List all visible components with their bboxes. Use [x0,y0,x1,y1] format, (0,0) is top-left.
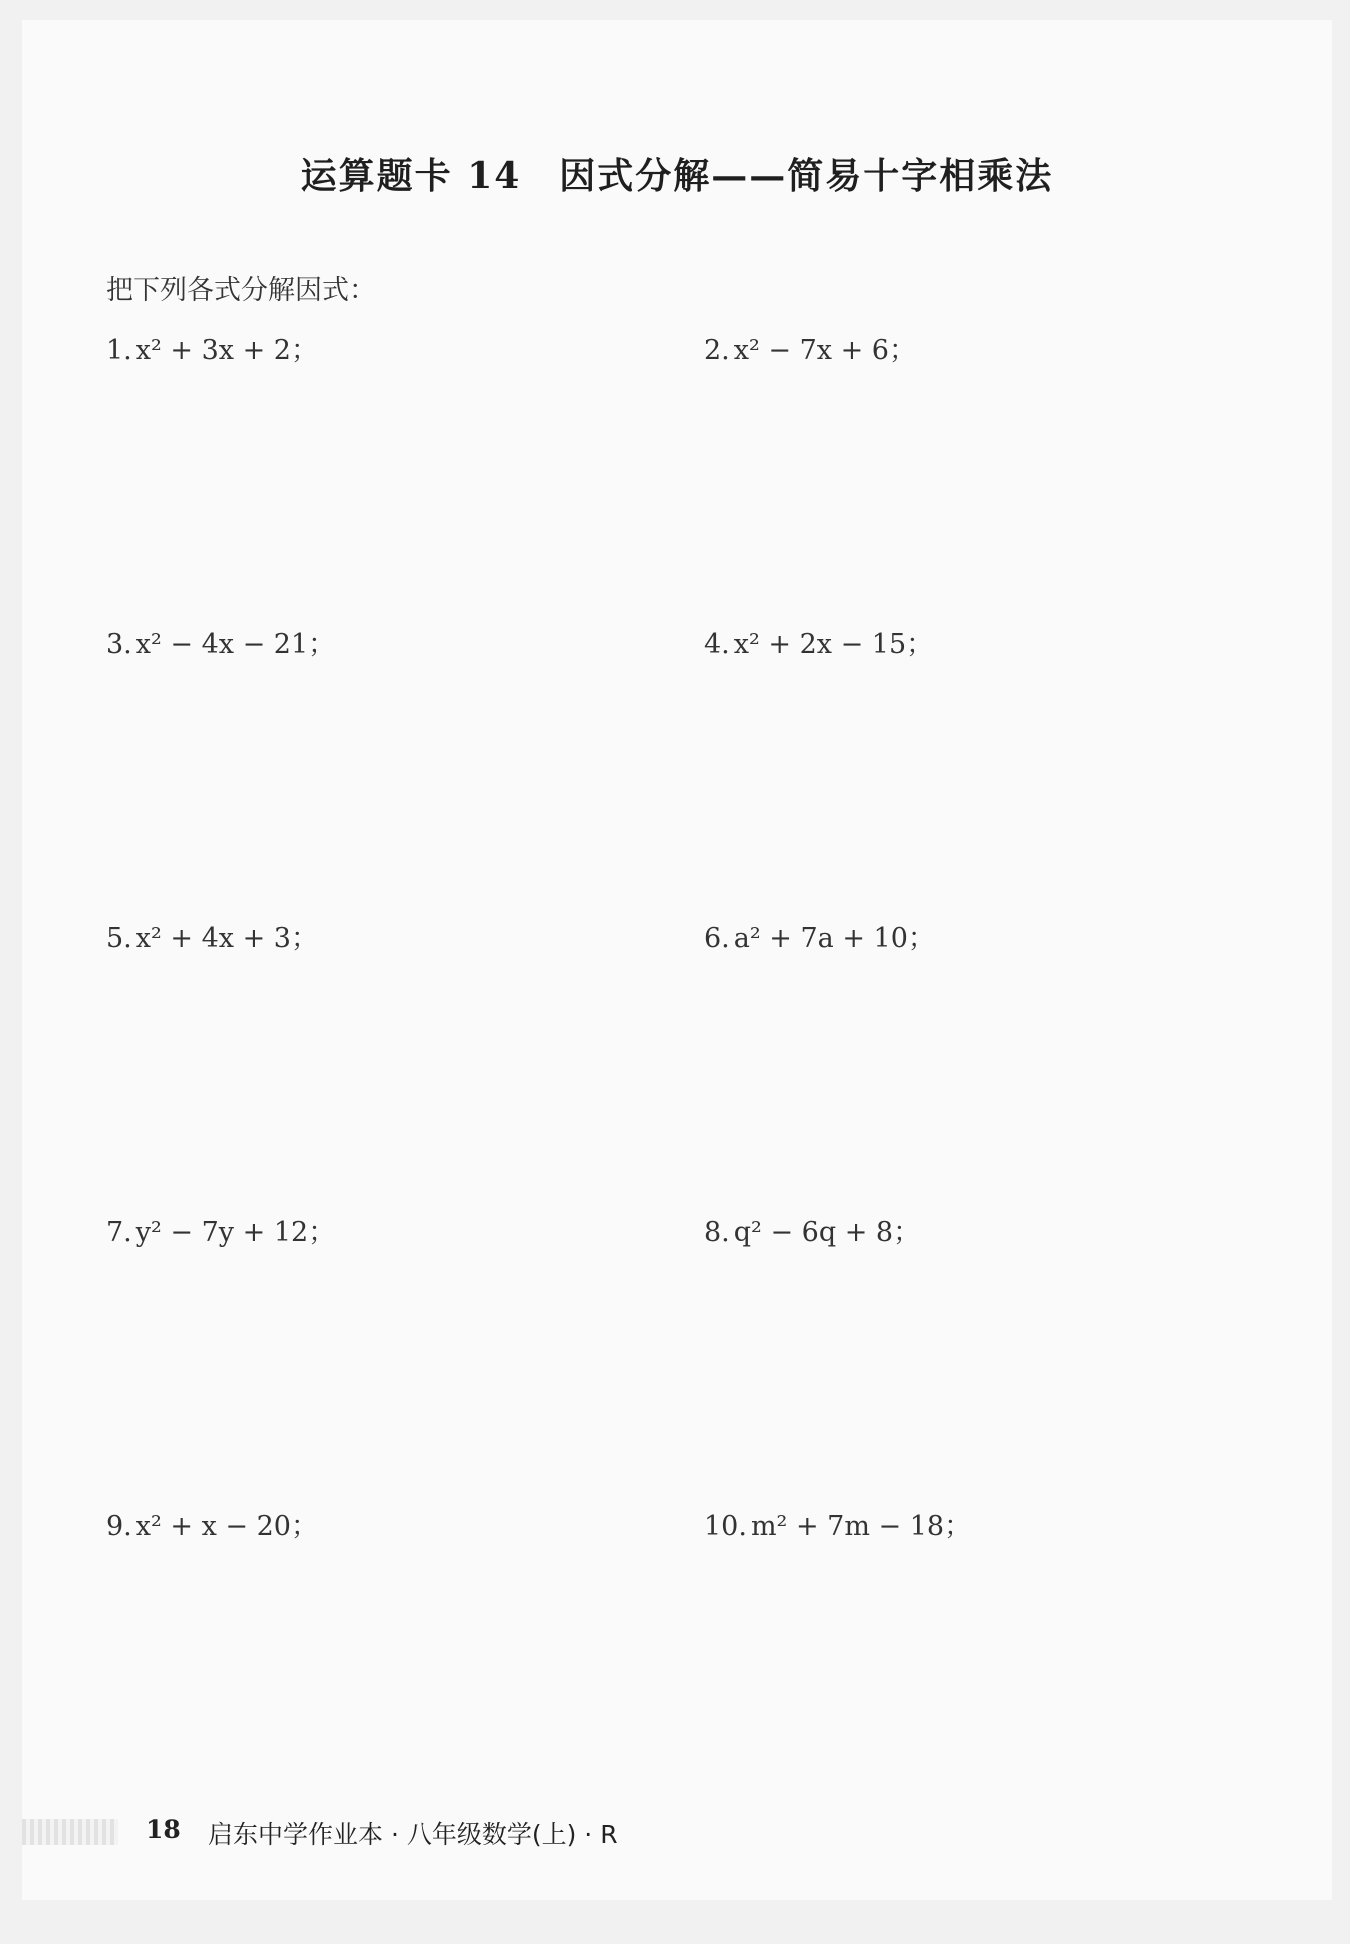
problem-2 [704,328,916,367]
problem-expression: x² + 3x + 2； [135,335,318,366]
problem-expression: a² + 7a + 10； [733,923,935,954]
problem-expression: x² + 4x + 3； [135,923,318,954]
footer-decoration [22,1819,118,1845]
problem-4 [704,622,933,661]
problem-expression: x² − 7x + 6； [733,335,916,366]
problem-number: 6. [704,923,730,954]
problem-7 [106,1210,335,1249]
problem-number: 8. [704,1217,730,1248]
page-title: 运算题卡 14 因式分解——简易十字相乘法 [300,155,1054,197]
problem-10 [704,1504,971,1543]
problem-number: 7. [106,1217,132,1248]
worksheet-page [22,20,1332,1900]
page-number: 18 [146,1815,181,1844]
problem-number: 4. [704,629,730,660]
book-title: 启东中学作业本 · 八年级数学(上) · R [208,1820,618,1849]
problem-expression: q² − 6q + 8； [733,1217,921,1248]
problem-number: 9. [106,1511,132,1542]
problem-number: 2. [704,335,730,366]
problem-9 [106,1504,318,1543]
problem-expression: y² − 7y + 12； [135,1217,336,1248]
problem-5 [106,916,318,955]
problem-1 [106,328,318,367]
problem-number: 3. [106,629,132,660]
problem-number: 10. [704,1511,747,1542]
problem-number: 5. [106,923,132,954]
problem-expression: x² + 2x − 15； [733,629,934,660]
problem-8 [704,1210,920,1249]
problem-6 [704,916,935,955]
problem-3 [106,622,335,661]
problem-expression: m² + 7m − 18； [750,1511,972,1542]
problem-expression: x² − 4x − 21； [135,629,336,660]
instruction-text: 把下列各式分解因式： [106,275,376,306]
problem-expression: x² + x − 20； [135,1511,318,1542]
problem-number: 1. [106,335,132,366]
